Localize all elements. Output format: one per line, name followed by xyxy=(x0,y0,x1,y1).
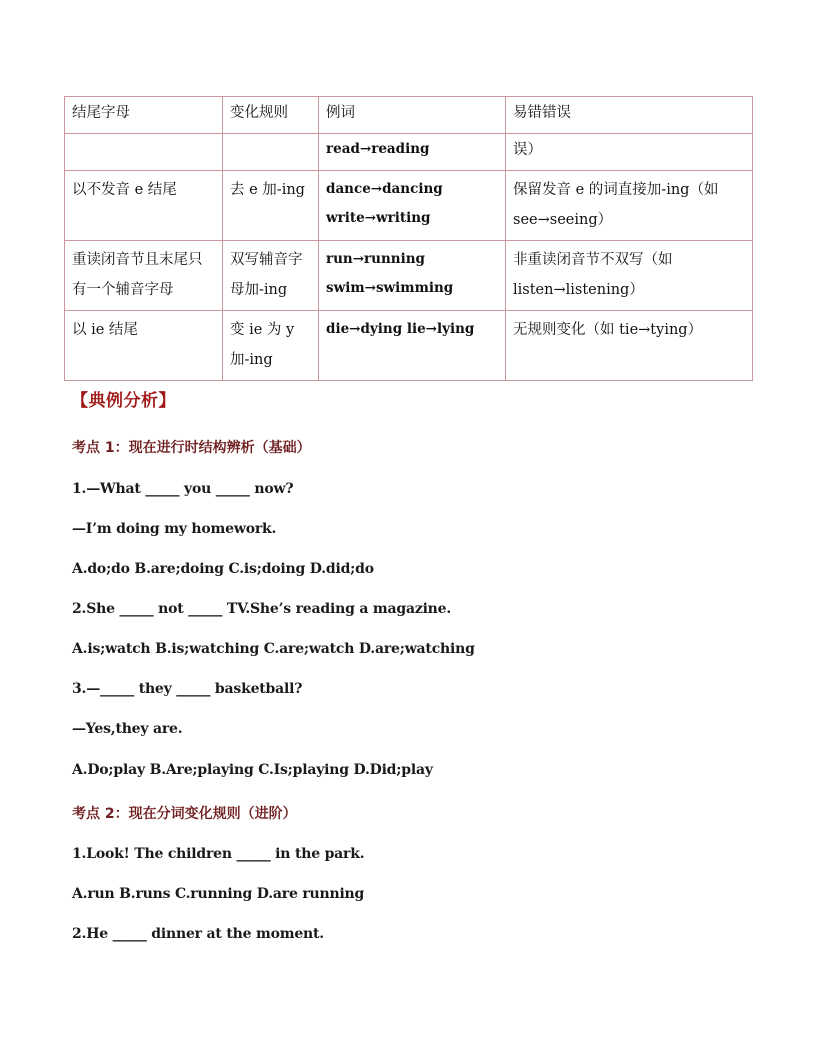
question-5-stem: 2.He _____ dinner at the moment. xyxy=(72,926,324,942)
cell-examples xyxy=(319,171,506,241)
example-word: die→dying lie→lying xyxy=(326,321,475,337)
spelling-rules-table xyxy=(64,96,753,381)
table-row xyxy=(65,311,753,381)
cell-examples xyxy=(319,134,506,171)
header-mistake: 易错错误 xyxy=(506,97,753,134)
table-row xyxy=(65,134,753,171)
cell-rule: 去 e 加-ing xyxy=(223,171,319,241)
question-4-stem: 1.Look! The children _____ in the park. xyxy=(72,846,365,862)
table-row xyxy=(65,171,753,241)
question-2-stem: 2.She _____ not _____ TV.She’s reading a magazine. xyxy=(72,601,452,617)
question-4-options: A.run B.runs C.running D.are running xyxy=(72,886,365,902)
example-word: swim→swimming xyxy=(326,280,454,296)
exam-point-2-heading: 考点 2：现在分词变化规则（进阶） xyxy=(72,806,297,822)
exam-point-1-heading: 考点 1：现在进行时结构辨析（基础） xyxy=(72,440,311,456)
cell-rule xyxy=(223,134,319,171)
example-word: write→writing xyxy=(326,210,431,226)
table-row xyxy=(65,241,753,311)
cell-ending xyxy=(65,134,223,171)
table-header-row xyxy=(65,97,753,134)
cell-mistake: 无规则变化（如 tie→tying） xyxy=(506,311,753,381)
question-1-stem: 1.—What _____ you _____ now? xyxy=(72,481,294,497)
cell-examples xyxy=(319,311,506,381)
cell-mistake: 非重读闭音节不双写（如 listen→listening） xyxy=(506,241,753,311)
example-word: read→reading xyxy=(326,141,430,157)
header-rule: 变化规则 xyxy=(223,97,319,134)
cell-mistake: 误） xyxy=(506,134,753,171)
question-3-options: A.Do;play B.Are;playing C.Is;playing D.Did;play xyxy=(72,762,433,778)
cell-mistake: 保留发音 e 的词直接加-ing（如 see→seeing） xyxy=(506,171,753,241)
question-3-stem: 3.—_____ they _____ basketball? xyxy=(72,681,303,697)
question-1-reply: —I’m doing my homework. xyxy=(72,521,277,537)
cell-examples xyxy=(319,241,506,311)
example-word: dance→dancing xyxy=(326,181,443,197)
header-examples: 例词 xyxy=(319,97,506,134)
cell-ending: 重读闭音节且末尾只有一个辅音字母 xyxy=(65,241,223,311)
cell-rule: 变 ie 为 y 加-ing xyxy=(223,311,319,381)
example-word: run→running xyxy=(326,251,425,267)
header-ending: 结尾字母 xyxy=(65,97,223,134)
cell-ending: 以不发音 e 结尾 xyxy=(65,171,223,241)
question-1-options: A.do;do B.are;doing C.is;doing D.did;do xyxy=(72,561,374,577)
section-title: 【典例分析】 xyxy=(71,391,176,411)
question-2-options: A.is;watch B.is;watching C.are;watch D.are;watching xyxy=(72,641,475,657)
cell-rule: 双写辅音字母加-ing xyxy=(223,241,319,311)
cell-ending: 以 ie 结尾 xyxy=(65,311,223,381)
question-3-reply: —Yes,they are. xyxy=(72,721,183,737)
